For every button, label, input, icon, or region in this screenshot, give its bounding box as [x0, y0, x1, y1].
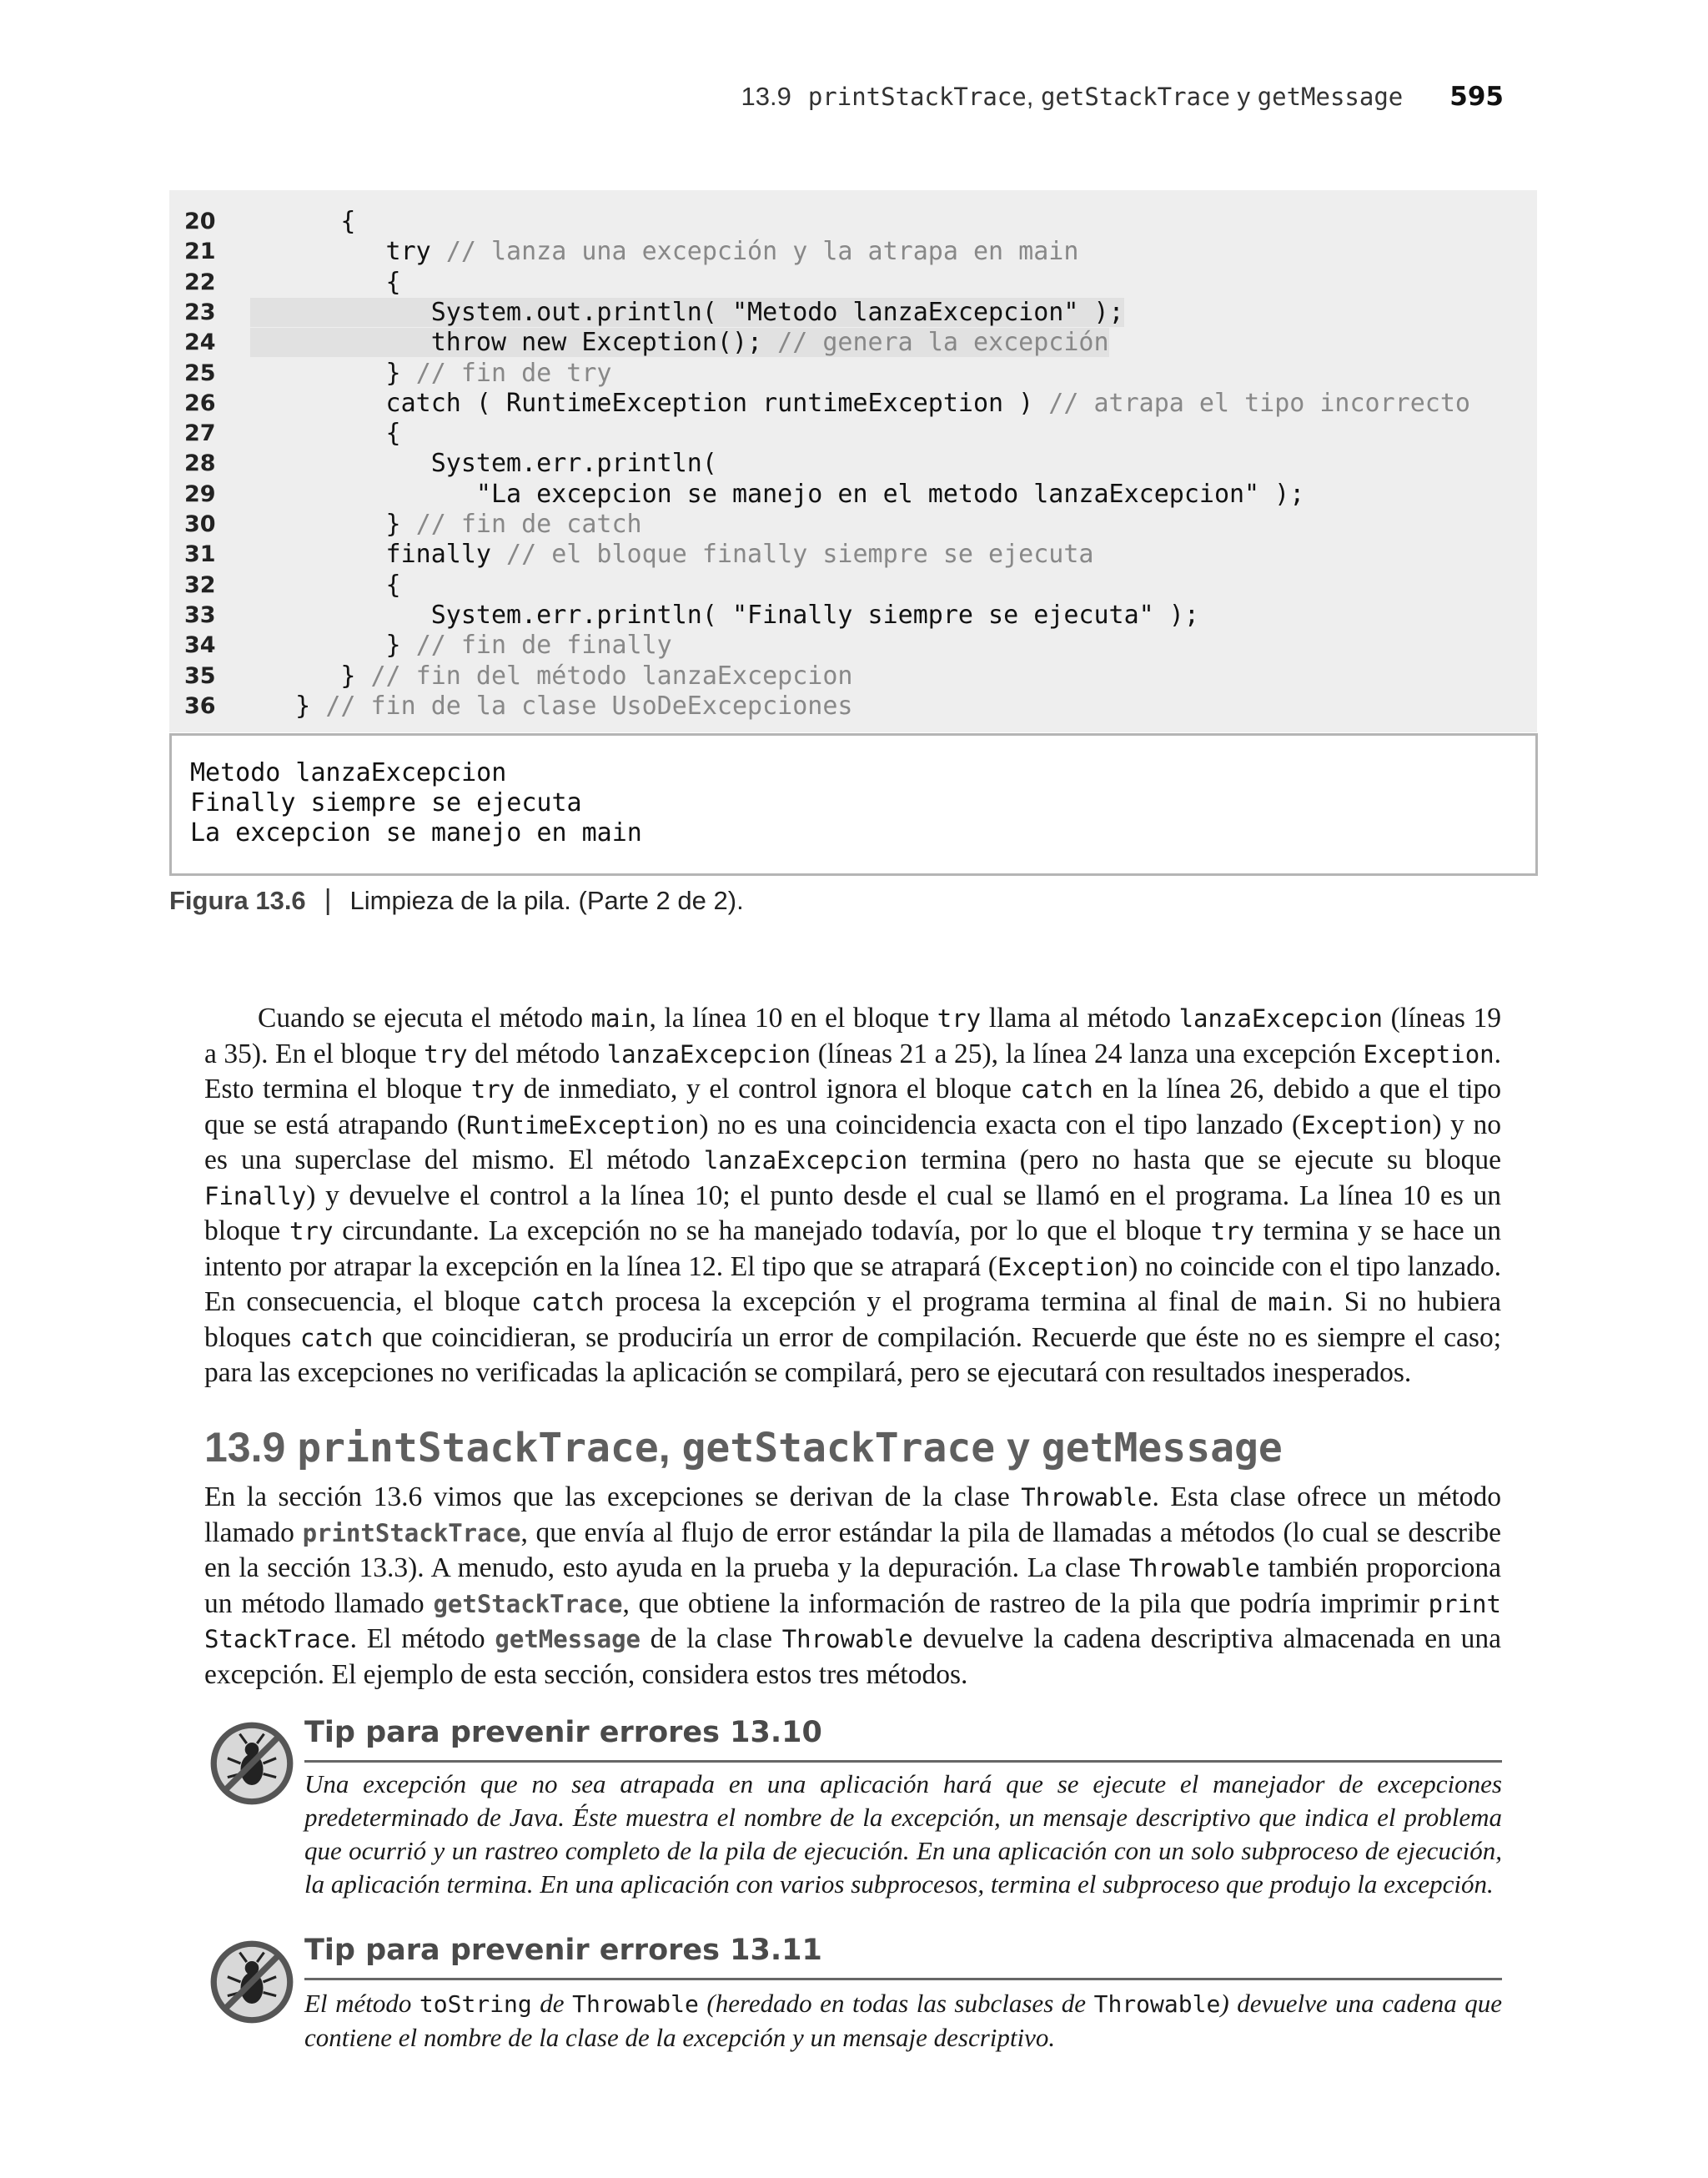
line-number: 36: [184, 692, 216, 719]
text-run: que coincidieran, se produciría un error de compilación. Recuerde que éste no es siempre el caso; para las excepciones no verificadas la aplicación se compilará, pero se ejecutará con resultados inesperados.: [204, 1321, 1501, 1388]
line-number: 20: [184, 209, 216, 234]
text-run: (líneas 19 a 35). En el bloque: [204, 1003, 1501, 1069]
body-paragraph: [204, 1001, 1501, 1391]
tip-divider: [304, 1978, 1502, 1980]
text-run: . Esto termina el bloque: [204, 1038, 1502, 1104]
section-title: [297, 1424, 1283, 1471]
code-text: } // fin de try: [250, 358, 612, 388]
text-run: , que envía al flujo de error estándar la pila de llamadas a métodos (lo cual se describe en la sección 13.3). A menudo, esto ayuda en la prueba y la depuración. La clase: [204, 1517, 1501, 1583]
code-text: {: [250, 267, 401, 297]
inline-code: main: [590, 1004, 650, 1033]
section-number: 13.9: [204, 1424, 286, 1471]
inline-code: try: [470, 1075, 515, 1104]
code-text: } // fin de finally: [250, 631, 672, 661]
inline-code: Finally: [204, 1181, 307, 1210]
code-text: } // fin de la clase UsoDeExcepciones: [250, 691, 853, 721]
program-output: [169, 733, 1538, 876]
text-run: (líneas 21 a 25), la línea 24 lanza una excepción: [811, 1038, 1364, 1069]
inline-code: toString: [419, 1990, 532, 2018]
section-title-part: getStackTrace: [681, 1425, 996, 1471]
text-run: Una excepción que no sea atrapada en una aplicación hará que se ejecute el manejador de excepciones predeterminado de Java. Éste muestra el nombre de la excepción, un mensaje descriptivo que indica el problema que ocurrió y un rastreo completo de la pila de ejecución. En una aplicación con un solo subproceso de ejecución, la aplicación termina. En una aplicación con varios subprocesos, termina el subproceso que produjo la excepción.: [304, 1769, 1502, 1899]
text-run: termina (pero no hasta que se ejecute su bloque: [907, 1144, 1501, 1175]
text-run: de inmediato, y el control ignora el bloque: [515, 1074, 1021, 1104]
text-run: en la línea 26, debido a que el tipo que se está atrapando (: [204, 1074, 1501, 1140]
line-number: 29: [184, 480, 216, 507]
line-number: 32: [184, 571, 216, 598]
figure-caption: [169, 884, 744, 917]
code-text: System.err.println( "Finally siempre se ejecuta" );: [250, 600, 1199, 630]
line-number: 23: [184, 299, 216, 325]
tip-divider: [304, 1760, 1502, 1763]
code-text: } // fin del método lanzaExcepcion: [250, 661, 853, 691]
inline-code: Throwable: [1128, 1554, 1260, 1582]
text-run: El método: [304, 1989, 419, 2018]
code-text: catch ( RuntimeException runtimeException ) // atrapa el tipo incorrecto: [250, 388, 1470, 418]
tip-body: [304, 1768, 1502, 1901]
line-number: 33: [184, 601, 216, 628]
section-title-part: y: [995, 1424, 1042, 1471]
line-number: 26: [184, 390, 216, 416]
code-text: finally // el bloque finally siempre se ejecuta: [250, 540, 1094, 570]
tip-title: Tip para prevenir errores 13.11: [304, 1934, 822, 1967]
text-run: termina y se hace un intento por atrapar la excepción en la línea 12. El tipo que se atrapará (: [204, 1215, 1501, 1282]
line-number: 27: [184, 420, 216, 447]
caption-text: Limpieza de la pila. (Parte 2 de 2).: [349, 886, 744, 915]
code-text: {: [250, 570, 401, 600]
code-text: System.err.println(: [250, 449, 717, 479]
header-title-part: printStackTrace: [807, 83, 1027, 111]
inline-code: lanzaExcepcion: [606, 1039, 811, 1069]
text-run: ) no es una coincidencia exacta con el tipo lanzado (: [699, 1109, 1302, 1140]
text-run: de: [531, 1989, 573, 2018]
inline-code: try: [424, 1039, 468, 1069]
text-run: de la clase: [640, 1623, 782, 1654]
header-title-part: ,: [1026, 82, 1041, 111]
code-text: try // lanza una excepción y la atrapa en main: [250, 237, 1079, 267]
line-number: 25: [184, 360, 216, 386]
inline-code: Exception: [1301, 1110, 1433, 1139]
figure-label: Figura 13.6: [169, 886, 306, 915]
inline-code: printStackTrace: [302, 1518, 521, 1547]
text-run: ) devuelve una cadena que contiene el nombre de la clase de la excepción y un mensaje descriptivo.: [304, 1989, 1503, 2052]
inline-code: RuntimeException: [466, 1110, 700, 1139]
code-text: throw new Exception(); // genera la excepción: [250, 328, 1109, 358]
code-text: {: [250, 207, 356, 236]
inline-code: getMessage: [495, 1625, 641, 1653]
section-heading: [204, 1423, 1283, 1471]
section-title-part: ,: [658, 1424, 682, 1471]
inline-code: try: [289, 1217, 334, 1245]
header-title-part: getMessage: [1257, 83, 1404, 111]
tip-title: Tip para prevenir errores 13.10: [304, 1716, 822, 1749]
text-run: . Esta clase ofrece un método llamado: [204, 1481, 1501, 1548]
text-run: también proporciona un método llamado: [204, 1552, 1501, 1619]
text-run: En la sección 13.6 vimos que las excepciones se derivan de la clase: [204, 1481, 1022, 1512]
line-number: 22: [184, 269, 216, 295]
inline-code: lanzaExcepcion: [1178, 1004, 1384, 1033]
body-paragraph: [204, 1480, 1501, 1692]
code-text: "La excepcion se manejo en el metodo lanzaExcepcion" );: [250, 479, 1305, 509]
text-run: devuelve la cadena descriptiva almacenada en una excepción. El ejemplo de esta sección, considera estos tres métodos.: [204, 1623, 1502, 1690]
header-title: [808, 82, 1403, 112]
text-run: circundante. La excepción no se ha manejado todavía, por lo que el bloque: [333, 1215, 1211, 1246]
code-text: {: [250, 419, 401, 449]
header-section-number: 13.9: [741, 82, 791, 111]
line-number: 35: [184, 662, 216, 689]
inline-code: getStackTrace: [433, 1589, 623, 1618]
line-number: 28: [184, 450, 216, 477]
running-header: [741, 82, 1504, 112]
text-run: , que obtiene la información de rastreo de la pila que podría imprimir: [622, 1587, 1429, 1619]
inline-code: Throwable: [1093, 1990, 1221, 2018]
text-run: ) y no es una superclase del mismo. El método: [204, 1109, 1501, 1175]
inline-code: Exception: [997, 1252, 1129, 1281]
section-title-part: printStackTrace: [297, 1425, 659, 1471]
tip-body: [304, 1987, 1502, 2055]
text-run: ) y devuelve el control a la línea 10; el punto desde el cual se llamó en el programa. La línea 10 es un bloque: [204, 1180, 1501, 1246]
inline-code: try: [937, 1004, 982, 1033]
text-run: llama al método: [981, 1003, 1179, 1034]
inline-code: Throwable: [1021, 1483, 1153, 1512]
bug-prohibited-icon: [208, 1939, 295, 2025]
inline-code: Exception: [1363, 1039, 1494, 1069]
code-text: System.out.println( "Metodo lanzaExcepcion" );: [250, 297, 1124, 327]
page-number: 595: [1449, 82, 1504, 112]
text-run: . El método: [349, 1623, 495, 1654]
inline-code: Throwable: [781, 1625, 913, 1653]
bug-prohibited-icon: [208, 1720, 295, 1807]
code-text: } // fin de catch: [250, 510, 642, 539]
text-run: del método: [467, 1038, 607, 1069]
inline-code: catch: [300, 1323, 374, 1352]
inline-code: print StackTrace: [204, 1589, 1501, 1653]
text-run: Cuando se ejecuta el método: [258, 1003, 591, 1034]
text-run: ) no coincide con el tipo lanzado. En consecuencia, el bloque: [204, 1250, 1501, 1317]
line-number: 30: [184, 511, 216, 537]
text-run: . Si no hubiera bloques: [204, 1286, 1502, 1353]
inline-code: lanzaExcepcion: [703, 1146, 908, 1175]
output-line: La excepcion se manejo en main: [190, 818, 642, 848]
line-number: 31: [184, 541, 216, 568]
text-run: (heredado en todas las subclases de: [698, 1989, 1094, 2018]
header-title-part: getStackTrace: [1040, 83, 1230, 111]
text-run: procesa la excepción y el programa termina al final de: [604, 1286, 1268, 1317]
output-line: Finally siempre se ejecuta: [190, 788, 582, 817]
line-number: 34: [184, 632, 216, 659]
header-title-part: y: [1229, 82, 1258, 111]
code-listing: [169, 190, 1537, 732]
section-title-part: getMessage: [1041, 1425, 1283, 1471]
inline-code: Throwable: [572, 1990, 699, 2018]
inline-code: catch: [1020, 1075, 1093, 1104]
inline-code: try: [1210, 1217, 1254, 1245]
inline-code: main: [1268, 1288, 1327, 1316]
inline-code: catch: [531, 1288, 605, 1316]
line-number: 21: [184, 239, 216, 265]
text-run: , la línea 10 en el bloque: [649, 1003, 937, 1034]
line-number: 24: [184, 329, 216, 356]
caption-separator: |: [324, 884, 332, 916]
output-line: Metodo lanzaExcepcion: [190, 758, 507, 787]
